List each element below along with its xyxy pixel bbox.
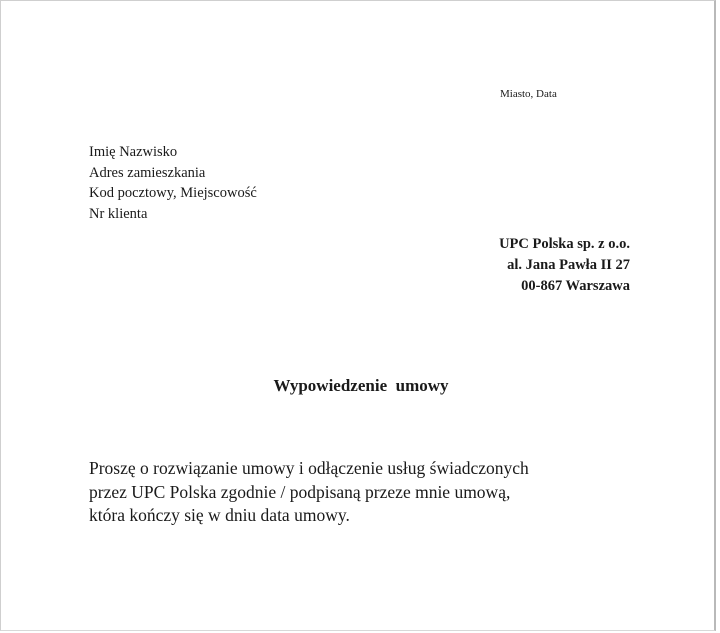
sender-address: Adres zamieszkania bbox=[89, 164, 206, 181]
place-date: Miasto, Data bbox=[500, 88, 557, 100]
recipient-company: UPC Polska sp. z o.o. bbox=[499, 236, 630, 252]
letter-title: Wypowiedzenie umowy bbox=[273, 376, 449, 395]
body-line-1: Proszę o rozwiązanie umowy i odłączenie usług świadczonych bbox=[89, 458, 529, 478]
recipient-street: al. Jana Pawła II 27 bbox=[507, 257, 630, 273]
recipient-block bbox=[499, 234, 630, 297]
sender-postal-city: Kod pocztowy, Miejscowość bbox=[89, 185, 257, 201]
letter-body bbox=[89, 457, 529, 528]
body-line-3: która kończy się w dniu data umowy. bbox=[89, 505, 350, 525]
sender-block bbox=[89, 142, 257, 224]
body-line-2: przez UPC Polska zgodnie / podpisaną przeze mnie umową, bbox=[89, 481, 511, 502]
sender-client-number: Nr klienta bbox=[89, 205, 148, 222]
recipient-postal-city: 00-867 Warszawa bbox=[521, 278, 630, 294]
sender-name: Imię Nazwisko bbox=[89, 144, 178, 160]
